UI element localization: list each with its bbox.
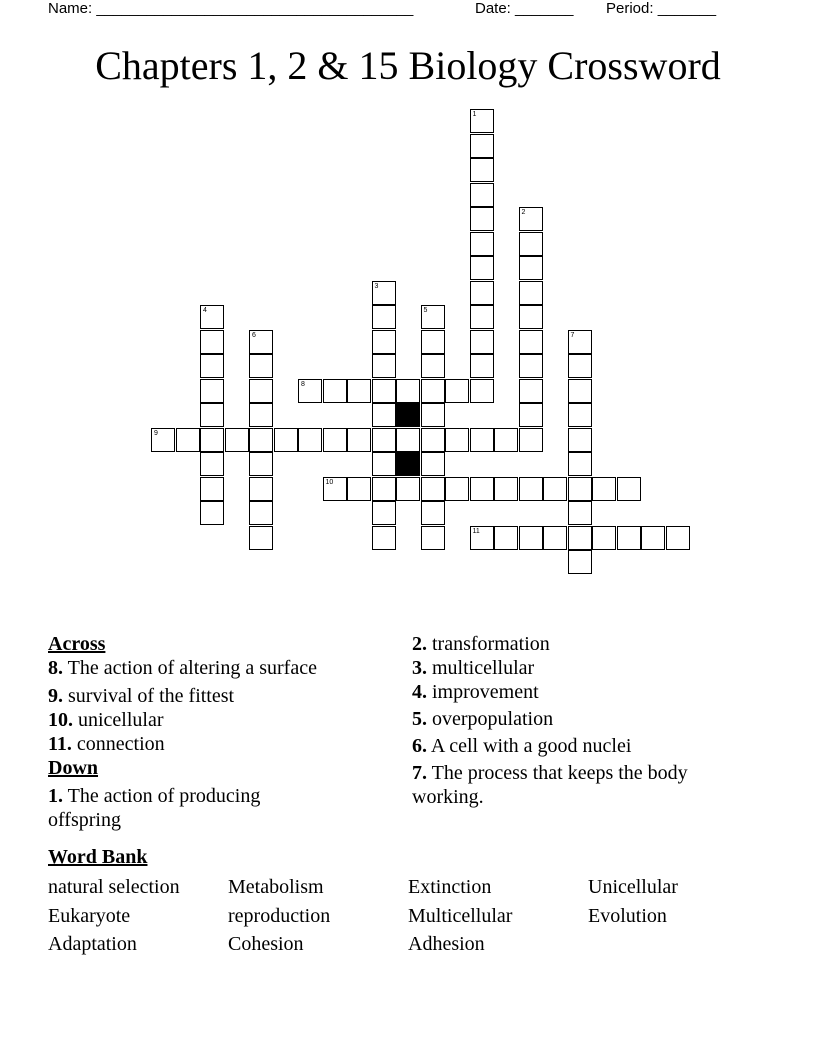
black-cell xyxy=(396,403,420,427)
grid-cell[interactable] xyxy=(568,330,592,354)
grid-cell[interactable] xyxy=(568,477,592,501)
grid-cell[interactable] xyxy=(519,207,543,231)
grid-cell[interactable] xyxy=(200,403,224,427)
grid-cell[interactable] xyxy=(519,428,543,452)
grid-cell[interactable] xyxy=(519,403,543,427)
grid-cell[interactable] xyxy=(274,428,298,452)
grid-cell[interactable] xyxy=(249,501,273,525)
grid-cell[interactable] xyxy=(372,526,396,550)
grid-cell[interactable] xyxy=(519,379,543,403)
grid-cell[interactable] xyxy=(421,452,445,476)
grid-cell[interactable] xyxy=(200,477,224,501)
grid-cell[interactable] xyxy=(323,428,347,452)
grid-cell[interactable] xyxy=(200,428,224,452)
grid-cell[interactable] xyxy=(372,477,396,501)
grid-cell[interactable] xyxy=(470,281,494,305)
grid-cell[interactable] xyxy=(200,379,224,403)
grid-cell[interactable] xyxy=(519,477,543,501)
grid-cell[interactable] xyxy=(372,330,396,354)
grid-cell[interactable] xyxy=(249,330,273,354)
word-bank-item: Evolution xyxy=(588,905,667,927)
clue-text: A cell with a good nuclei xyxy=(430,735,632,757)
word-bank-item: Cohesion xyxy=(228,933,304,955)
grid-cell[interactable] xyxy=(445,428,469,452)
clue-text: The process that keeps the body working. xyxy=(412,762,688,808)
grid-cell[interactable] xyxy=(519,354,543,378)
grid-cell[interactable] xyxy=(470,379,494,403)
grid-cell[interactable] xyxy=(372,501,396,525)
word-bank-item: Adaptation xyxy=(48,933,137,955)
grid-cell[interactable] xyxy=(323,477,347,501)
grid-cell[interactable] xyxy=(421,501,445,525)
word-bank-item: Eukaryote xyxy=(48,905,131,927)
grid-cell[interactable] xyxy=(568,379,592,403)
grid-cell[interactable] xyxy=(421,428,445,452)
grid-cell[interactable] xyxy=(470,354,494,378)
grid-cell[interactable] xyxy=(543,477,567,501)
word-bank-item: natural selection xyxy=(48,876,180,898)
grid-cell[interactable] xyxy=(249,354,273,378)
clue-text: The action of producing offspring xyxy=(48,785,261,831)
grid-cell[interactable] xyxy=(666,526,690,550)
clue-down-1 xyxy=(48,784,318,832)
word-bank-item: Extinction xyxy=(408,876,492,898)
clue-text: transformation xyxy=(432,633,550,655)
grid-cell[interactable] xyxy=(249,452,273,476)
word-bank-item: Adhesion xyxy=(408,933,485,955)
clue-across-8 xyxy=(48,656,388,680)
grid-cell[interactable] xyxy=(568,526,592,550)
clue-number: 5. xyxy=(412,708,427,730)
grid-cell[interactable] xyxy=(249,428,273,452)
grid-cell[interactable] xyxy=(151,428,175,452)
cell-number: 2 xyxy=(521,209,526,216)
grid-cell[interactable] xyxy=(519,305,543,329)
cell-number: 8 xyxy=(301,380,305,388)
cell-number: 10 xyxy=(325,478,334,486)
grid-cell[interactable] xyxy=(617,477,641,501)
grid-cell[interactable] xyxy=(225,428,249,452)
across-clues xyxy=(48,632,388,832)
grid-cell[interactable] xyxy=(200,305,224,329)
grid-cell[interactable] xyxy=(372,379,396,403)
grid-cell[interactable] xyxy=(470,428,494,452)
grid-cell[interactable] xyxy=(470,330,494,354)
grid-cell[interactable] xyxy=(249,477,273,501)
grid-cell[interactable] xyxy=(249,379,273,403)
grid-cell[interactable] xyxy=(617,526,641,550)
black-cell xyxy=(396,452,420,476)
word-bank-item: Unicellular xyxy=(588,876,678,898)
grid-cell[interactable] xyxy=(519,526,543,550)
grid-cell[interactable] xyxy=(249,403,273,427)
clue-number: 3. xyxy=(412,657,427,679)
grid-cell[interactable] xyxy=(519,281,543,305)
clue-number: 8. xyxy=(48,657,63,679)
clue-number: 10. xyxy=(48,709,73,731)
grid-cell[interactable] xyxy=(494,428,518,452)
clue-number: 7. xyxy=(412,762,427,784)
grid-cell[interactable] xyxy=(470,477,494,501)
grid-cell[interactable] xyxy=(421,403,445,427)
word-bank-item: reproduction xyxy=(228,905,331,927)
grid-cell[interactable] xyxy=(396,428,420,452)
grid-cell[interactable] xyxy=(200,501,224,525)
period-field[interactable]: Period: _______ xyxy=(606,0,717,17)
grid-cell[interactable] xyxy=(200,354,224,378)
grid-cell[interactable] xyxy=(176,428,200,452)
clue-text: connection xyxy=(76,733,165,755)
clue-text: unicellular xyxy=(78,709,164,731)
grid-cell[interactable] xyxy=(568,501,592,525)
grid-cell[interactable] xyxy=(470,158,494,182)
clue-number: 1. xyxy=(48,785,63,807)
grid-cell[interactable] xyxy=(445,379,469,403)
clue-down-2 xyxy=(412,632,752,656)
grid-cell[interactable] xyxy=(568,452,592,476)
grid-cell[interactable] xyxy=(470,109,494,133)
grid-cell[interactable] xyxy=(200,452,224,476)
clue-text: survival of the fittest xyxy=(68,685,235,707)
cell-number: 5 xyxy=(423,307,428,314)
grid-cell[interactable] xyxy=(347,379,371,403)
grid-cell[interactable] xyxy=(200,330,224,354)
grid-cell[interactable] xyxy=(568,403,592,427)
grid-cell[interactable] xyxy=(470,256,494,280)
cell-number: 7 xyxy=(570,331,575,339)
grid-cell[interactable] xyxy=(543,526,567,550)
grid-cell[interactable] xyxy=(445,477,469,501)
grid-cell[interactable] xyxy=(494,526,518,550)
grid-cell[interactable] xyxy=(347,477,371,501)
word-bank-item: Metabolism xyxy=(228,876,324,898)
grid-cell[interactable] xyxy=(421,354,445,378)
cell-number: 1 xyxy=(472,111,477,118)
grid-cell[interactable] xyxy=(470,207,494,231)
word-bank-item: Multicellular xyxy=(408,905,513,927)
cell-number: 9 xyxy=(154,429,158,437)
grid-cell[interactable] xyxy=(396,379,420,403)
clue-down-5 xyxy=(412,707,752,731)
grid-cell[interactable] xyxy=(421,379,445,403)
grid-cell[interactable] xyxy=(372,354,396,378)
clue-number: 4. xyxy=(412,681,427,703)
grid-cell[interactable] xyxy=(372,428,396,452)
grid-cell[interactable] xyxy=(470,134,494,158)
grid-cell[interactable] xyxy=(396,477,420,501)
grid-cell[interactable] xyxy=(494,477,518,501)
clue-down-3 xyxy=(412,656,752,680)
clue-across-10 xyxy=(48,708,388,732)
grid-cell[interactable] xyxy=(470,232,494,256)
grid-cell[interactable] xyxy=(298,428,322,452)
clue-down-7 xyxy=(412,761,747,809)
clue-number: 9. xyxy=(48,685,63,707)
grid-cell[interactable] xyxy=(568,550,592,574)
page-title: Chapters 1, 2 & 15 Biology Crossword xyxy=(95,43,721,88)
clue-number: 6. xyxy=(412,735,427,757)
grid-cell[interactable] xyxy=(347,428,371,452)
clue-across-9 xyxy=(48,684,388,708)
grid-cell[interactable] xyxy=(641,526,665,550)
clue-across-11 xyxy=(48,732,388,756)
clue-text: overpopulation xyxy=(432,708,554,730)
clue-down-4 xyxy=(412,680,752,704)
grid-cell[interactable] xyxy=(592,477,616,501)
grid-cell[interactable] xyxy=(519,256,543,280)
grid-cell[interactable] xyxy=(568,354,592,378)
grid-cell[interactable] xyxy=(470,526,494,550)
grid-cell[interactable] xyxy=(421,526,445,550)
clue-text: The action of altering a surface xyxy=(67,657,317,679)
grid-cell[interactable] xyxy=(421,330,445,354)
across-heading: Across xyxy=(48,633,106,655)
clue-number: 2. xyxy=(412,633,427,655)
clue-number: 11. xyxy=(48,733,72,755)
grid-cell[interactable] xyxy=(470,305,494,329)
grid-cell[interactable] xyxy=(592,526,616,550)
clue-down-6 xyxy=(412,734,752,758)
word-bank-title: Word Bank xyxy=(48,846,148,868)
cell-number: 6 xyxy=(252,331,256,339)
grid-cell[interactable] xyxy=(421,477,445,501)
clue-text: multicellular xyxy=(432,657,535,679)
grid-cell[interactable] xyxy=(470,183,494,207)
grid-cell[interactable] xyxy=(323,379,347,403)
grid-cell[interactable] xyxy=(298,379,322,403)
grid-cell[interactable] xyxy=(372,403,396,427)
date-field[interactable]: Date: _______ xyxy=(475,0,574,17)
grid-cell[interactable] xyxy=(249,526,273,550)
cell-number: 4 xyxy=(203,307,207,314)
down-heading: Down xyxy=(48,757,99,779)
cell-number: 11 xyxy=(472,527,480,535)
clue-text: improvement xyxy=(432,681,539,703)
down-clues xyxy=(412,632,752,809)
cell-number: 3 xyxy=(374,282,379,290)
grid-cell[interactable] xyxy=(372,281,396,305)
grid-cell[interactable] xyxy=(519,330,543,354)
grid-cell[interactable] xyxy=(568,428,592,452)
grid-cell[interactable] xyxy=(519,232,543,256)
name-field[interactable]: Name: ______________________________________ xyxy=(48,0,414,17)
grid-cell[interactable] xyxy=(372,305,396,329)
grid-cell[interactable] xyxy=(372,452,396,476)
grid-cell[interactable] xyxy=(421,305,445,329)
